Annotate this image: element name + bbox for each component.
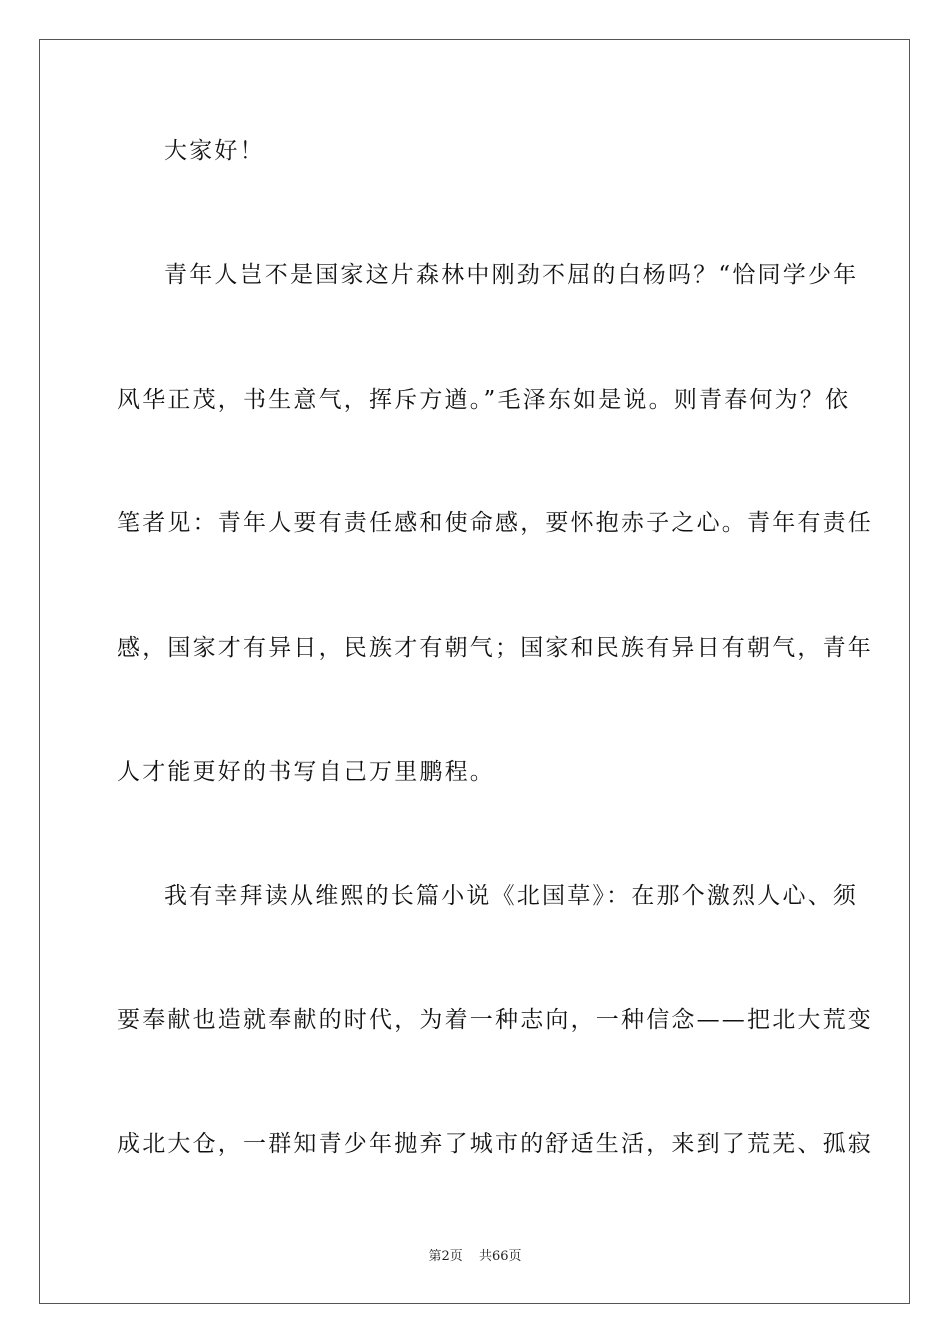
total-pages: 共66页 [478,1249,522,1264]
text-line: 人才能更好的书写自己万里鹏程。 [117,759,495,785]
text-line: 感，国家才有异日，民族才有朝气；国家和民族有异日有朝气，青年 [117,635,873,661]
text-line: 笔者见：青年人要有责任感和使命感，要怀抱赤子之心。青年有责任 [117,510,873,536]
page-number: 第2页 [428,1249,463,1264]
text-line: 大家好！ [164,138,265,164]
text-line: 我有幸拜读从维熙的长篇小说《北国草》：在那个激烈人心、须 [164,883,859,909]
text-line: 要奉献也造就奉献的时代，为着一种志向，一种信念——把北大荒变 [117,1007,873,1033]
page-frame [39,39,910,1304]
text-line: 青年人岂不是国家这片森林中刚劲不屈的白杨吗？“恰同学少年 [164,262,859,288]
text-line: 风华正茂，书生意气，挥斥方遒。”毛泽东如是说。则青春何为？依 [117,387,851,413]
page-footer [0,1248,950,1266]
text-line: 成北大仓，一群知青少年抛弃了城市的舒适生活，来到了荒芜、孤寂 [117,1131,873,1157]
